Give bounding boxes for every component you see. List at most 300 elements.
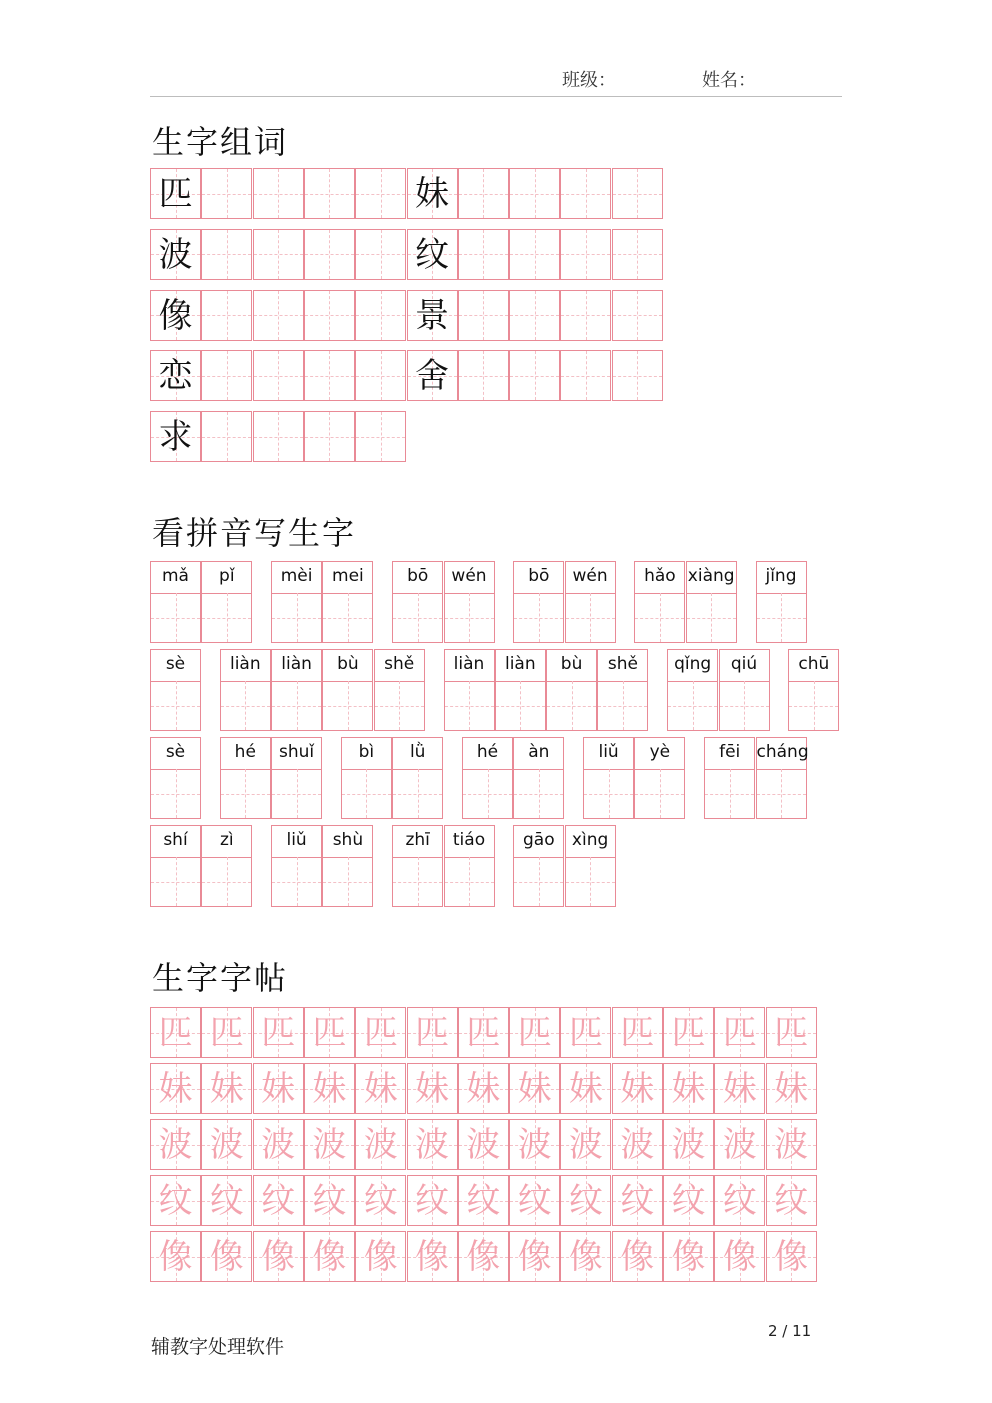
copybook-cell[interactable] [560, 1007, 611, 1058]
pinyin-label: liàn [496, 650, 545, 682]
character: 匹 [158, 174, 193, 214]
trace-character: 纹 [568, 1181, 603, 1221]
word-cell-blank[interactable] [304, 229, 355, 280]
word-cell-blank[interactable] [560, 168, 611, 219]
pinyin-label: zhī [393, 826, 442, 858]
character: 恋 [158, 356, 193, 397]
writing-area[interactable] [789, 681, 838, 730]
word-cell-blank[interactable] [612, 290, 663, 341]
word-cell-character[interactable] [150, 229, 201, 280]
pinyin-label: jǐng [757, 562, 806, 594]
writing-area[interactable] [463, 769, 512, 818]
trace-character: 像 [671, 1237, 706, 1277]
pinyin-label: liǔ [584, 738, 633, 770]
pinyin-label: sè [151, 738, 200, 770]
word-cell-blank[interactable] [355, 290, 406, 341]
copybook-cell[interactable] [253, 1231, 304, 1282]
section-title-copybook: 生字字帖 [152, 959, 289, 997]
word-cell-blank[interactable] [253, 411, 304, 462]
class-label: 班级： [562, 70, 616, 91]
pinyin-label: tiáo [445, 826, 494, 858]
trace-character: 妹 [261, 1069, 296, 1109]
pinyin-label: bù [547, 650, 596, 682]
word-cell-blank[interactable] [509, 229, 560, 280]
trace-character: 波 [568, 1125, 603, 1165]
trace-character: 像 [517, 1237, 552, 1277]
copybook-cell[interactable] [560, 1231, 611, 1282]
pinyin-label: mei [323, 562, 372, 594]
copybook-cell[interactable] [150, 1063, 201, 1114]
trace-character: 波 [620, 1125, 655, 1165]
trace-character: 纹 [517, 1181, 552, 1221]
copybook-cell[interactable] [714, 1175, 765, 1226]
character: 波 [158, 234, 193, 275]
pinyin-label: liàn [221, 650, 270, 682]
word-cell-blank[interactable] [253, 350, 304, 401]
pinyin-label: wén [566, 562, 615, 594]
pinyin-writing-box[interactable] [150, 825, 201, 907]
copybook-cell[interactable] [407, 1175, 458, 1226]
pinyin-writing-box[interactable] [565, 561, 616, 643]
word-cell-character[interactable] [150, 411, 201, 462]
copybook-cell[interactable] [355, 1119, 406, 1170]
trace-character: 匹 [774, 1013, 809, 1053]
word-cell-blank[interactable] [253, 290, 304, 341]
copybook-cell[interactable] [355, 1175, 406, 1226]
pinyin-writing-box[interactable] [150, 737, 201, 819]
copybook-cell[interactable] [766, 1231, 817, 1282]
pinyin-writing-box[interactable] [201, 561, 252, 643]
word-cell-character[interactable] [407, 168, 458, 219]
pinyin-writing-box[interactable] [756, 561, 807, 643]
copybook-cell[interactable] [304, 1007, 355, 1058]
pinyin-writing-box[interactable] [220, 649, 271, 731]
copybook-cell[interactable] [458, 1063, 509, 1114]
pinyin-label: qiú [720, 650, 769, 682]
copybook-cell[interactable] [560, 1063, 611, 1114]
copybook-cell[interactable] [509, 1007, 560, 1058]
copybook-cell[interactable] [509, 1231, 560, 1282]
writing-area[interactable] [342, 769, 391, 818]
pinyin-writing-box[interactable] [444, 649, 495, 731]
copybook-cell[interactable] [253, 1119, 304, 1170]
writing-area[interactable] [635, 593, 684, 642]
trace-character: 匹 [722, 1013, 757, 1053]
word-cell-blank[interactable] [612, 350, 663, 401]
copybook-cell[interactable] [766, 1007, 817, 1058]
pinyin-writing-box[interactable] [513, 561, 564, 643]
copybook-cell[interactable] [304, 1119, 355, 1170]
trace-character: 妹 [158, 1069, 193, 1109]
trace-character: 妹 [517, 1069, 552, 1109]
word-cell-blank[interactable] [253, 229, 304, 280]
trace-character: 像 [774, 1237, 809, 1277]
copybook-cell[interactable] [407, 1007, 458, 1058]
pinyin-writing-box[interactable] [322, 825, 373, 907]
copybook-cell[interactable] [407, 1119, 458, 1170]
pinyin-label: bì [342, 738, 391, 770]
copybook-cell[interactable] [766, 1063, 817, 1114]
pinyin-label: liàn [272, 650, 321, 682]
pinyin-writing-box[interactable] [392, 737, 443, 819]
pinyin-label: hé [221, 738, 270, 770]
trace-character: 匹 [261, 1013, 296, 1053]
writing-area[interactable] [323, 857, 372, 906]
word-cell-blank[interactable] [304, 350, 355, 401]
writing-area[interactable] [151, 857, 200, 906]
pinyin-label: liǔ [272, 826, 321, 858]
writing-area[interactable] [514, 857, 563, 906]
trace-character: 像 [415, 1237, 449, 1277]
pinyin-writing-box[interactable] [220, 737, 271, 819]
writing-area[interactable] [272, 769, 321, 818]
trace-character: 像 [722, 1237, 757, 1277]
copybook-cell[interactable] [150, 1175, 201, 1226]
writing-area[interactable] [584, 769, 633, 818]
trace-character: 妹 [722, 1069, 757, 1109]
pinyin-writing-box[interactable] [667, 649, 718, 731]
copybook-cell[interactable] [509, 1119, 560, 1170]
word-cell-blank[interactable] [253, 168, 304, 219]
pinyin-label: gāo [514, 826, 563, 858]
writing-area[interactable] [514, 769, 563, 818]
writing-area[interactable] [202, 593, 251, 642]
word-cell-character[interactable] [407, 229, 458, 280]
trace-character: 波 [261, 1125, 296, 1165]
word-cell-blank[interactable] [458, 350, 509, 401]
word-cell-blank[interactable] [509, 350, 560, 401]
pinyin-label: shě [375, 650, 424, 682]
copybook-cell[interactable] [304, 1063, 355, 1114]
copybook-cell[interactable] [509, 1063, 560, 1114]
writing-area[interactable] [547, 681, 596, 730]
writing-area[interactable] [393, 769, 442, 818]
trace-character: 波 [363, 1125, 398, 1165]
trace-character: 妹 [209, 1069, 244, 1109]
writing-area[interactable] [221, 769, 270, 818]
writing-area[interactable] [687, 593, 736, 642]
copybook-cell[interactable] [201, 1231, 252, 1282]
writing-area[interactable] [323, 593, 372, 642]
copybook-cell[interactable] [253, 1007, 304, 1058]
copybook-cell[interactable] [612, 1175, 663, 1226]
copybook-cell[interactable] [458, 1119, 509, 1170]
writing-area[interactable] [272, 681, 321, 730]
word-cell-blank[interactable] [560, 229, 611, 280]
pinyin-label: qǐng [668, 650, 717, 682]
trace-character: 纹 [261, 1181, 296, 1221]
character: 像 [158, 295, 193, 336]
trace-character: 纹 [466, 1181, 501, 1221]
trace-character: 匹 [312, 1013, 347, 1053]
pinyin-label: mǎ [151, 562, 200, 594]
writing-area[interactable] [151, 769, 200, 818]
pinyin-writing-box[interactable] [546, 649, 597, 731]
word-cell-blank[interactable] [355, 411, 406, 462]
trace-character: 纹 [620, 1181, 655, 1221]
pinyin-writing-box[interactable] [513, 825, 564, 907]
pinyin-writing-box[interactable] [271, 737, 322, 819]
pinyin-writing-box[interactable] [597, 649, 648, 731]
writing-area[interactable] [566, 857, 615, 906]
copybook-cell[interactable] [663, 1231, 714, 1282]
trace-character: 纹 [209, 1181, 244, 1221]
trace-character: 匹 [568, 1013, 603, 1053]
word-cell-blank[interactable] [458, 168, 509, 219]
word-cell-character[interactable] [150, 350, 201, 401]
word-cell-blank[interactable] [304, 168, 355, 219]
writing-area[interactable] [705, 769, 754, 818]
trace-character: 匹 [415, 1013, 449, 1053]
word-cell-blank[interactable] [560, 350, 611, 401]
trace-character: 匹 [158, 1013, 193, 1053]
pinyin-label: zì [202, 826, 251, 858]
writing-area[interactable] [757, 769, 806, 818]
trace-character: 妹 [568, 1069, 603, 1109]
writing-area[interactable] [151, 681, 200, 730]
trace-character: 波 [158, 1125, 193, 1165]
copybook-cell[interactable] [509, 1175, 560, 1226]
trace-character: 像 [209, 1237, 244, 1277]
pinyin-writing-box[interactable] [756, 737, 807, 819]
trace-character: 纹 [312, 1181, 347, 1221]
writing-area[interactable] [445, 681, 494, 730]
word-cell-character[interactable] [407, 350, 458, 401]
word-cell-blank[interactable] [201, 411, 252, 462]
copybook-cell[interactable] [458, 1231, 509, 1282]
copybook-cell[interactable] [560, 1119, 611, 1170]
copybook-cell[interactable] [714, 1007, 765, 1058]
character: 求 [158, 417, 193, 458]
copybook-cell[interactable] [253, 1175, 304, 1226]
trace-character: 匹 [466, 1013, 501, 1053]
section-title-word-building: 生字组词 [152, 123, 289, 161]
trace-character: 妹 [620, 1069, 655, 1109]
copybook-cell[interactable] [714, 1231, 765, 1282]
trace-character: 像 [312, 1237, 347, 1277]
copybook-cell[interactable] [663, 1007, 714, 1058]
pinyin-writing-box[interactable] [704, 737, 755, 819]
writing-area[interactable] [635, 769, 684, 818]
writing-area[interactable] [757, 593, 806, 642]
pinyin-writing-box[interactable] [341, 737, 392, 819]
copybook-cell[interactable] [612, 1063, 663, 1114]
copybook-cell[interactable] [407, 1231, 458, 1282]
word-cell-character[interactable] [407, 290, 458, 341]
copybook-cell[interactable] [714, 1119, 765, 1170]
word-cell-blank[interactable] [355, 229, 406, 280]
copybook-cell[interactable] [714, 1063, 765, 1114]
word-cell-blank[interactable] [509, 290, 560, 341]
word-cell-blank[interactable] [612, 168, 663, 219]
pinyin-writing-box[interactable] [271, 825, 322, 907]
pinyin-label: lǜ [393, 738, 442, 770]
pinyin-label: xìng [566, 826, 615, 858]
word-cell-blank[interactable] [355, 168, 406, 219]
trace-character: 像 [363, 1237, 398, 1277]
writing-area[interactable] [598, 681, 647, 730]
pinyin-writing-box[interactable] [271, 649, 322, 731]
pinyin-writing-box[interactable] [201, 825, 252, 907]
trace-character: 匹 [671, 1013, 706, 1053]
word-cell-blank[interactable] [560, 290, 611, 341]
pinyin-writing-box[interactable] [374, 649, 425, 731]
word-cell-blank[interactable] [201, 350, 252, 401]
writing-area[interactable] [720, 681, 769, 730]
pinyin-writing-box[interactable] [513, 737, 564, 819]
pinyin-label: hé [463, 738, 512, 770]
copybook-cell[interactable] [201, 1063, 252, 1114]
writing-area[interactable] [445, 593, 494, 642]
pinyin-label: bō [393, 562, 442, 594]
word-cell-blank[interactable] [509, 168, 560, 219]
writing-area[interactable] [202, 857, 251, 906]
writing-area[interactable] [272, 593, 321, 642]
character: 景 [415, 295, 449, 336]
pinyin-writing-box[interactable] [444, 825, 495, 907]
writing-area[interactable] [375, 681, 424, 730]
writing-area[interactable] [445, 857, 494, 906]
trace-character: 像 [261, 1237, 296, 1277]
pinyin-writing-box[interactable] [686, 561, 737, 643]
pinyin-writing-box[interactable] [271, 561, 322, 643]
copybook-cell[interactable] [150, 1231, 201, 1282]
trace-character: 纹 [158, 1181, 193, 1221]
copybook-cell[interactable] [458, 1175, 509, 1226]
trace-character: 妹 [466, 1069, 501, 1109]
pinyin-writing-box[interactable] [719, 649, 770, 731]
writing-area[interactable] [151, 593, 200, 642]
copybook-cell[interactable] [458, 1007, 509, 1058]
trace-character: 匹 [209, 1013, 244, 1053]
pinyin-writing-box[interactable] [583, 737, 634, 819]
pinyin-writing-box[interactable] [462, 737, 513, 819]
copybook-cell[interactable] [663, 1175, 714, 1226]
writing-area[interactable] [514, 593, 563, 642]
copybook-cell[interactable] [612, 1007, 663, 1058]
word-cell-blank[interactable] [458, 290, 509, 341]
copybook-cell[interactable] [663, 1063, 714, 1114]
word-cell-blank[interactable] [304, 290, 355, 341]
section-title-pinyin-writing: 看拼音写生字 [152, 514, 357, 552]
pinyin-writing-box[interactable] [634, 561, 685, 643]
copybook-cell[interactable] [560, 1175, 611, 1226]
trace-character: 匹 [517, 1013, 552, 1053]
page-header [150, 66, 842, 97]
trace-character: 波 [312, 1125, 347, 1165]
writing-area[interactable] [323, 681, 372, 730]
writing-area[interactable] [272, 857, 321, 906]
trace-character: 妹 [671, 1069, 706, 1109]
pinyin-writing-box[interactable] [150, 561, 201, 643]
pinyin-label: àn [514, 738, 563, 770]
word-cell-character[interactable] [150, 290, 201, 341]
word-cell-blank[interactable] [201, 168, 252, 219]
writing-area[interactable] [393, 857, 442, 906]
pinyin-label: shù [323, 826, 372, 858]
word-cell-blank[interactable] [304, 411, 355, 462]
pinyin-writing-box[interactable] [150, 649, 201, 731]
trace-character: 纹 [671, 1181, 706, 1221]
word-cell-blank[interactable] [201, 290, 252, 341]
trace-character: 匹 [363, 1013, 398, 1053]
writing-area[interactable] [393, 593, 442, 642]
pinyin-writing-box[interactable] [634, 737, 685, 819]
trace-character: 像 [466, 1237, 501, 1277]
copybook-cell[interactable] [407, 1063, 458, 1114]
trace-character: 妹 [774, 1069, 809, 1109]
pinyin-label: shuǐ [272, 738, 321, 770]
copybook-cell[interactable] [766, 1119, 817, 1170]
character: 舍 [415, 356, 449, 397]
pinyin-writing-box[interactable] [565, 825, 616, 907]
pinyin-label: sè [151, 650, 200, 682]
copybook-cell[interactable] [150, 1119, 201, 1170]
trace-character: 像 [620, 1237, 655, 1277]
word-cell-character[interactable] [150, 168, 201, 219]
pinyin-label: yè [635, 738, 684, 770]
copybook-cell[interactable] [766, 1175, 817, 1226]
pinyin-writing-box[interactable] [322, 561, 373, 643]
trace-character: 波 [466, 1125, 501, 1165]
word-cell-blank[interactable] [355, 350, 406, 401]
pinyin-writing-box[interactable] [495, 649, 546, 731]
copybook-cell[interactable] [253, 1063, 304, 1114]
writing-area[interactable] [496, 681, 545, 730]
writing-area[interactable] [221, 681, 270, 730]
pinyin-writing-box[interactable] [444, 561, 495, 643]
copybook-cell[interactable] [150, 1007, 201, 1058]
pinyin-writing-box[interactable] [392, 561, 443, 643]
trace-character: 匹 [620, 1013, 655, 1053]
copybook-cell[interactable] [355, 1063, 406, 1114]
writing-area[interactable] [566, 593, 615, 642]
pinyin-label: mèi [272, 562, 321, 594]
character: 妹 [415, 174, 449, 214]
copybook-cell[interactable] [304, 1175, 355, 1226]
copybook-cell[interactable] [663, 1119, 714, 1170]
pinyin-writing-box[interactable] [392, 825, 443, 907]
pinyin-label: fēi [705, 738, 754, 770]
trace-character: 波 [415, 1125, 449, 1165]
copybook-cell[interactable] [201, 1175, 252, 1226]
copybook-cell[interactable] [355, 1231, 406, 1282]
trace-character: 纹 [363, 1181, 398, 1221]
trace-character: 波 [774, 1125, 809, 1165]
copybook-cell[interactable] [355, 1007, 406, 1058]
trace-character: 波 [722, 1125, 757, 1165]
word-cell-blank[interactable] [458, 229, 509, 280]
pinyin-label: cháng [757, 738, 806, 770]
trace-character: 纹 [415, 1181, 449, 1221]
writing-area[interactable] [668, 681, 717, 730]
copybook-cell[interactable] [612, 1231, 663, 1282]
pinyin-writing-box[interactable] [788, 649, 839, 731]
pinyin-label: wén [445, 562, 494, 594]
pinyin-writing-box[interactable] [322, 649, 373, 731]
pinyin-label: xiàng [687, 562, 736, 594]
copybook-cell[interactable] [201, 1119, 252, 1170]
copybook-cell[interactable] [612, 1119, 663, 1170]
word-cell-blank[interactable] [612, 229, 663, 280]
trace-character: 像 [158, 1237, 193, 1277]
trace-character: 纹 [722, 1181, 757, 1221]
pinyin-label: bù [323, 650, 372, 682]
word-cell-blank[interactable] [201, 229, 252, 280]
copybook-cell[interactable] [304, 1231, 355, 1282]
trace-character: 妹 [363, 1069, 398, 1109]
copybook-cell[interactable] [201, 1007, 252, 1058]
